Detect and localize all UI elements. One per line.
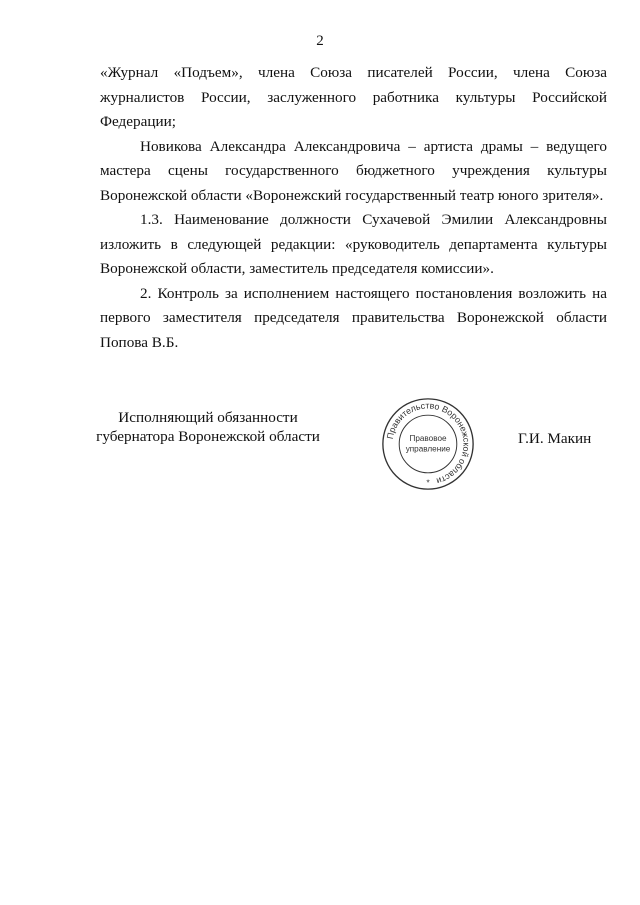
page-number: 2 [316,33,324,49]
stamp-center-line2: управление [405,444,451,454]
signatory-position-line1: Исполняющий обязанности [118,409,298,426]
stamp-center-line1: Правовое [409,434,447,444]
document-body [100,61,607,355]
paragraph-continuation: «Журнал «Подъем», члена Союза писателей России, члена Союза журналистов России, заслуженного работника культуры Российской Федерации; [100,64,607,130]
paragraph-item-1-3: 1.3. Наименование должности Сухачевой Эмилии Александровны изложить в следующей редакции: «руководитель департамента культуры Воронежской области, заместитель председателя комиссии». [100,211,607,277]
signatory-position-line2: губернатора Воронежской области [96,428,320,445]
stamp-ring-text: Правительство Воронежской области [384,400,472,487]
signatory-position [88,408,328,446]
paragraph-novikov: Новикова Александра Александровича – артиста драмы – ведущего мастера сцены государственного бюджетного учреждения культуры Воронежской области «Воронежский государственный театр юного зрителя». [100,137,607,204]
signatory-name: Г.И. Макин [518,430,592,447]
stamp-star: * [426,477,430,488]
paragraph-item-2: 2. Контроль за исполнением настоящего постановления возложить на первого заместителя председателя правительства Воронежской области Попова В.Б. [100,284,607,351]
official-stamp [380,396,476,492]
